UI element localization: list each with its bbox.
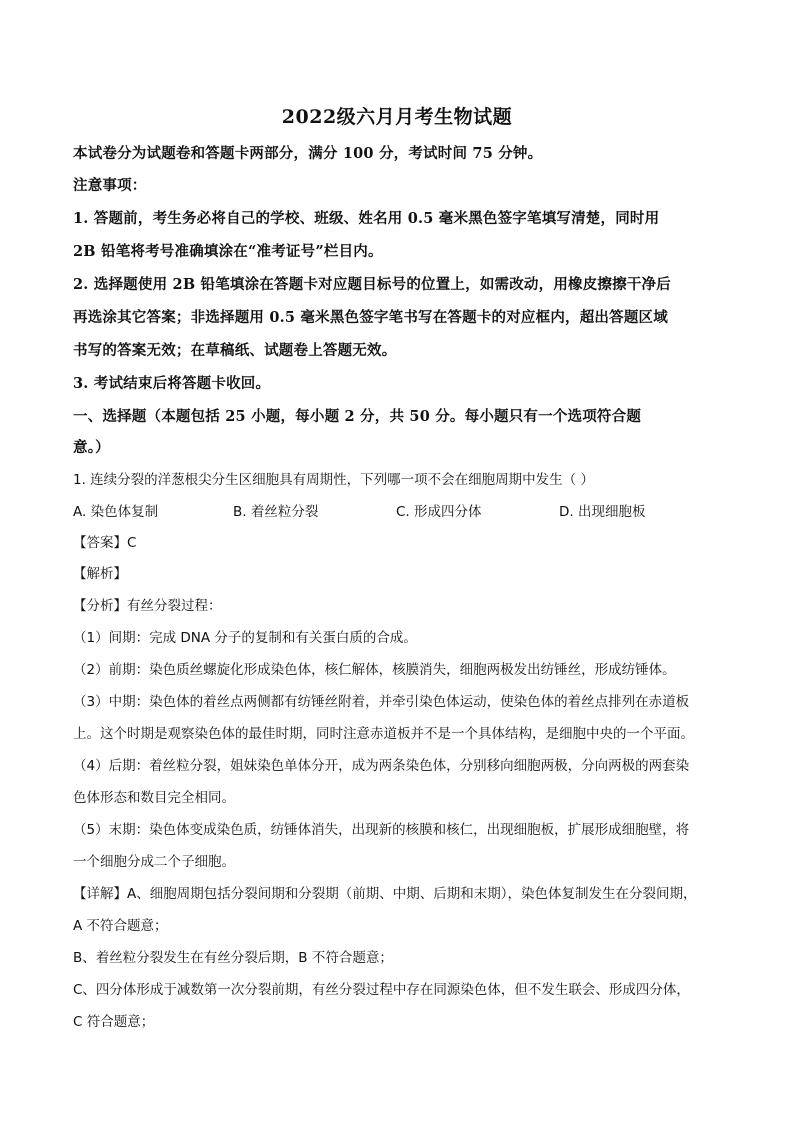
notice-heading: 注意事项： (73, 177, 147, 194)
notice-line: 3. 考试结束后将答题卡收回。 (73, 375, 271, 392)
option-c: C. 形成四分体 (396, 504, 482, 520)
analysis-line: A 不符合题意； (73, 918, 168, 934)
notice-line: 2. 选择题使用 2B 铅笔填涂在答题卡对应题目标号的位置上，如需改动，用橡皮擦擦干净后 (73, 276, 671, 293)
notice-line: 书写的答案无效；在草稿纸、试题卷上答题无效。 (73, 342, 397, 359)
option-d: D. 出现细胞板 (559, 504, 646, 520)
analysis-line: （4）后期：着丝粒分裂，姐妹染色单体分开，成为两条染色体，分别移向细胞两极，分向两极的两套染 (73, 758, 690, 774)
analysis-line: （1）间期：完成 DNA 分子的复制和有关蛋白质的合成。 (73, 630, 417, 646)
option-a: A. 染色体复制 (73, 504, 159, 520)
analysis-line: 一个细胞分成二个子细胞。 (73, 854, 235, 870)
analysis-line: 上。这个时期是观察染色体的最佳时期，同时注意赤道板并不是一个具体结构，是细胞中央的一个平面。 (73, 726, 694, 742)
question-stem: 1. 连续分裂的洋葱根尖分生区细胞具有周期性，下列哪一项不会在细胞周期中发生（ ） (73, 472, 594, 488)
analysis-line: 色体形态和数目完全相同。 (73, 790, 235, 806)
exam-title: 2022级六月月考生物试题 (281, 106, 513, 128)
section-heading-cont: 意。） (73, 439, 110, 456)
analysis-heading: 【解析】 (73, 566, 127, 582)
option-b: B. 着丝粒分裂 (233, 504, 319, 520)
notice-line: 1. 答题前，考生务必将自己的学校、班级、姓名用 0.5 毫米黑色签字笔填写清楚，同时用 (73, 210, 660, 227)
notice-line: 2B 铅笔将考号准确填涂在“准考证号”栏目内。 (73, 243, 383, 260)
analysis-line: B、着丝粒分裂发生在有丝分裂后期，B 不符合题意； (73, 950, 393, 966)
analysis-line: C、四分体形成于减数第一次分裂前期，有丝分裂过程中存在同源染色体，但不发生联会、形成四分体， (73, 982, 690, 998)
section-heading: 一、选择题（本题包括 25 小题，每小题 2 分，共 50 分。每小题只有一个选项符合题 (73, 408, 642, 425)
analysis-line: C 符合题意； (73, 1014, 155, 1030)
analysis-line: （2）前期：染色质丝螺旋化形成染色体，核仁解体，核膜消失，细胞两极发出纺锤丝，形成纺锤体。 (73, 662, 676, 678)
notice-line: 再选涂其它答案；非选择题用 0.5 毫米黑色签字笔书写在答题卡的对应框内，超出答题区域 (73, 309, 668, 326)
analysis-line: 【详解】A、细胞周期包括分裂间期和分裂期（前期、中期、后期和末期），染色体复制发生在分裂间期， (73, 886, 697, 902)
analysis-line: 【分析】有丝分裂过程： (73, 598, 222, 614)
analysis-line: （5）末期：染色体变成染色质，纺锤体消失，出现新的核膜和核仁，出现细胞板，扩展形成细胞壁，将 (73, 822, 690, 838)
analysis-line: （3）中期：染色体的着丝点两侧都有纺锤丝附着，并牵引染色体运动，使染色体的着丝点排列在赤道板 (73, 694, 690, 710)
exam-intro: 本试卷分为试题卷和答题卡两部分，满分 100 分，考试时间 75 分钟。 (73, 145, 543, 162)
answer-label: 【答案】C (73, 535, 137, 551)
